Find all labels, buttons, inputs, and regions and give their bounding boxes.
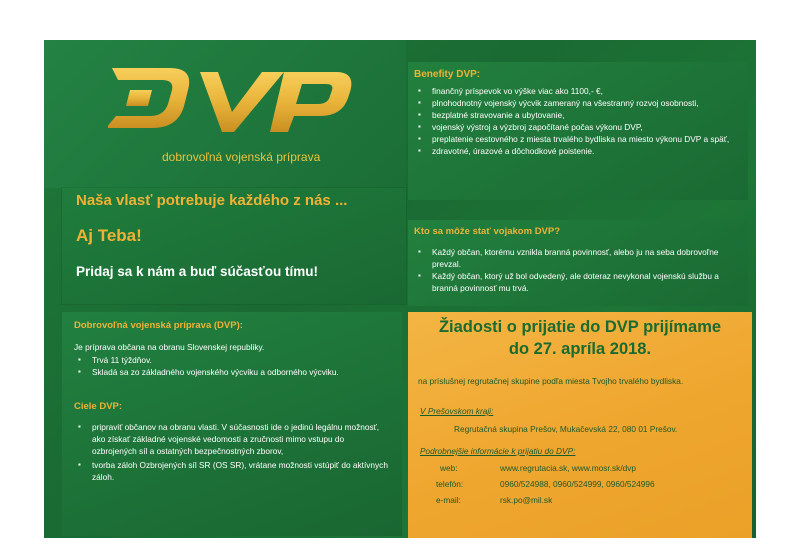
list-item: ▪ pripraviť občanov na obranu vlasti. V súčasnosti ide o jedinú legálnu možnosť, ako získať základné vojenské vedomosti a zručnosti mimo vstupu do ozbrojených síl a ostatných bezpečnostných zborov, [76, 421, 388, 457]
phone-value: 0960/524988, 0960/524999, 0960/524996 [500, 479, 655, 489]
about-list [76, 354, 388, 378]
list-item: ▪ plnohodnotný vojenský výcvik zameraný na všestranný rozvoj osobnosti, [416, 97, 738, 109]
phone-label: telefón: [436, 479, 464, 489]
eligibility-heading: Kto sa môže stať vojakom DVP? [414, 226, 561, 237]
region-address: Regrutačná skupina Prešov, Mukačevská 22, 080 01 Prešov. [454, 424, 678, 434]
benefits-heading: Benefity DVP: [414, 69, 481, 80]
list-item: ▪ preplatenie cestovného z miesta trvalého bydliska na miesto výkonu DVP a späť, [416, 133, 738, 145]
email-link[interactable]: rsk.po@mil.sk [500, 495, 553, 505]
list-item: ▪ tvorba záloh Ozbrojených síl SR (OS SR), vrátane možnosti vstúpiť do aktívnych záloh. [76, 459, 388, 483]
dvp-logo [108, 62, 352, 142]
goals-list [76, 421, 388, 483]
application-title [408, 316, 752, 360]
list-item: ▪ bezplatné stravovanie a ubytovanie, [416, 109, 738, 121]
list-item: ▪ Každý občan, ktorému vznikla branná povinnosť, alebo ju na seba dobrovoľne prevzal. [416, 246, 738, 270]
goals-heading: Ciele DVP: [74, 401, 123, 412]
list-item: ▪ zdravotné, úrazové a dôchodkové poistenie. [416, 145, 738, 157]
region-heading: V Prešovskom kraji: [420, 406, 494, 416]
logo-subtitle: dobrovoľná vojenská príprava [162, 150, 321, 164]
benefits-list [416, 85, 738, 157]
application-subtitle: na príslušnej regrutačnej skupine podľa miesta Tvojho trvalého bydliska. [418, 376, 684, 386]
info-heading: Podrobnejšie informácie k prijatiu do DVP: [420, 446, 576, 456]
list-item: ▪ finančný príspevok vo výške viac ako 1100,- €, [416, 85, 738, 97]
logo-letter-v [200, 72, 284, 132]
email-label: e-mail: [436, 495, 461, 505]
about-intro: Je príprava občana na obranu Slovenskej republiky. [74, 342, 265, 352]
application-title-line-1: Žiadosti o prijatie do DVP prijímame [438, 318, 722, 336]
list-item: ▪ Trvá 11 týždňov. [76, 354, 388, 366]
web-label: web: [440, 463, 458, 473]
application-deadline: do 27. apríla 2018. [508, 340, 652, 358]
about-heading: Dobrovoľná vojenská príprava (DVP): [74, 320, 243, 331]
logo-letter-p [270, 72, 351, 132]
slogan-line-3: Pridaj sa k nám a buď súčasťou tímu! [76, 264, 318, 279]
list-item: ▪ Skladá sa zo základného vojenského výcviku a odborného výcviku. [76, 366, 388, 378]
list-item: ▪ vojenský výstroj a výzbroj započítané počas výkonu DVP, [416, 121, 738, 133]
slogan-line-1: Naša vlasť potrebuje každého z nás ... [76, 192, 348, 209]
list-item: ▪ Každý občan, ktorý už bol odvedený, ale doteraz nevykonal vojenskú službu a branná povinnosť mu trvá. [416, 270, 738, 294]
web-link[interactable]: www.regrutacia.sk, www.mosr.sk/dvp [500, 463, 637, 473]
slogan-line-2: Aj Teba! [76, 226, 142, 245]
eligibility-list [416, 246, 738, 294]
